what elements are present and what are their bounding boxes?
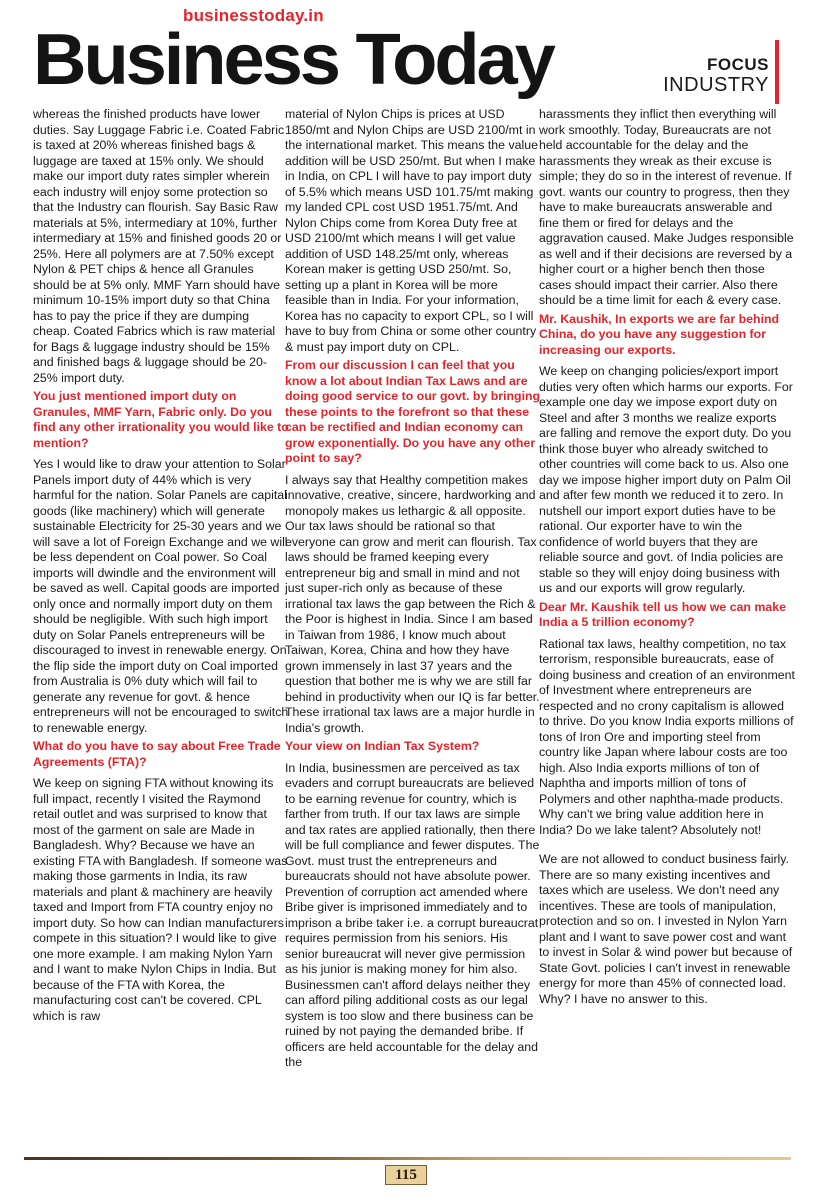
paragraph: Yes I would like to draw your attention to Solar Panels import duty of 44% which is very harmful for the nation. Solar Panels are capital goods (like machinery) which will generate sustainable Electricity for 25-30 years and we will save a lot of Foreign Exchange and we will be less dependent on Coal power. So Coal imports will dwindle and the environment will be saved as well. Capital goods are imported only once and normally import duty on them should be negligible. With such high import duty on Solar Panels entrepreneurs will be discouraged to invest in renewable energy. On the flip side the import duty on Coal imported from Australia is 0% duty which will fail to generate any revenue for govt. & hence entrepreneurs will not be encouraged to switch to renewable energy. xyxy=(33,457,289,735)
paragraph: whereas the finished products have lower duties. Say Luggage Fabric i.e. Coated Fabric is taxed at 20% whereas finished bags & luggage are taxed at 15% only. We should make our import duty rates simpler wherein each industry will enjoy some protection so that the Industry can flourish. Say Basic Raw materials at 5%, intermediary at 10%, further intermediary at 15% and finished goods 20 or 25%. Here all polymers are at 7.50% except Nylon & PET chips & hence all Granules should be at 5% only. MMF Yarn should have minimum 10-15% import duty so that China has to pay the price if they are dumping cheap. Coated Fabrics which is raw material for Bags & luggage industry should be 15% and finished bags & luggage should be 20-25% import duty. xyxy=(33,107,285,385)
site-url: businesstoday.in xyxy=(183,6,324,25)
paragraph-spacer xyxy=(539,838,795,852)
brand-logo: Business Today xyxy=(33,20,553,100)
paragraph: harassments they inflict then everything will work smoothly. Today, Bureaucrats are not held accountable for the delay and the harassments they wreak as their excuse is simple; they do so in the interest of revenue. If govt. wants our country to progress, then they have to make bureaucrats answerable and fine them or fired for delays and the aggravation caused. Make Judges responsible as well and if their decisions are reversed by a higher court or a higher bench then those cases should impact their carrier. Also there should be a time limit for each & every case. xyxy=(539,107,794,307)
question-heading: Dear Mr. Kaushik tell us how we can make India a 5 trillion economy? xyxy=(539,599,786,629)
section-label-focus: FOCUS xyxy=(707,55,769,74)
paragraph: Rational tax laws, healthy competition, no tax terrorism, responsible bureaucrats, ease of doing business and creation of an environment of Investment where entrepreneurs are respected and no crony capitalism is allowed to thrive. Do you know India exports millions of tons of Iron Ore and importing steel from country like Japan where labour costs are too high. Also India exports millions of ton of Naphtha and imports million of tons of Polymers and other naphtha-made products. Why can't we bring value addition here in India? Do we lake talent? Absolutely not! xyxy=(539,636,795,837)
masthead xyxy=(0,0,815,106)
question-heading: What do you have to say about Free Trade Agreements (FTA)? xyxy=(33,739,281,769)
article-column-2 xyxy=(285,107,541,1071)
question-heading: Your view on Indian Tax System? xyxy=(285,739,480,753)
question-heading: You just mentioned import duty on Granules, MMF Yarn, Fabric only. Do you find any other irrationality you would like to mention? xyxy=(33,389,289,450)
section-label xyxy=(663,56,769,96)
question-heading: Mr. Kaushik, In exports we are far behind China, do you have any suggestion for increasing our exports. xyxy=(539,311,780,357)
paragraph: We keep on changing policies/export import duties very often which harms our exports. For example one day we impose export duty on Steel and after 3 months we realize exports are falling and remove the export duty. Do you think those buyer who already switched to other countries will come back to us. Also one day we impose higher import duty on Palm Oil and after few month we reduced it to zero. In nutshell our import export duties have to be rational. Our exporter have to win the confidence of world buyers that they are reliable source and govt. of India policies are stable so they will enjoy doing business with us and our exports will grow regularly. xyxy=(539,364,793,595)
footer-rule xyxy=(24,1157,791,1160)
section-label-industry: INDUSTRY xyxy=(663,74,769,96)
section-accent-bar xyxy=(775,40,779,104)
paragraph: I always say that Healthy competition makes innovative, creative, sincere, hardworking and monopoly makes us lethargic & all opposite. Our tax laws should be rational so that everyone can grow and merit can flourish. Tax laws should be framed keeping every entrepreneur big and small in mind and not just super-rich only as because of these irrational tax laws the gap between the Rich & the Poor is highest in India. Since I am based in Taiwan from 1986, I know much about Taiwan, Korea, China and how they have grown immensely in last 37 years and the question that bother me is why we are still far behind in productivity when our IQ is far better. These irrational tax laws are a major hurdle in India's growth. xyxy=(285,472,540,735)
paragraph: In India, businessmen are perceived as tax evaders and corrupt bureaucrats are believed to be earning revenue for country, which is farther from truth. If our tax laws are simple and tax rates are applied rationally, then there will be full compliance and fewer disputes. The Govt. must trust the entrepreneurs and bureaucrats should not have absolute power. Prevention of corruption act amended where Bribe giver is imprisoned immediately and to imprison a bribe taker i.e. a corrupt bureaucrat requires permission from his seniors. His senior bureaucrat will never give permission as his junior is making money for him also. Businessmen can't afford delays neither they can afford piling additional costs as our legal system is too slow and there business can be ruined by not paying the demanded bribe. If officers are held accountable for the delay and the xyxy=(285,760,540,1069)
paragraph: material of Nylon Chips is prices at USD 1850/mt and Nylon Chips are USD 2100/mt in the international market. This means the value addition will be USD 250/mt. But when I make in India, on CPL I will have to pay import duty of 5.5% which means USD 101.75/mt making my landed CPL cost USD 1951.75/mt. And Nylon Chips come from Korea Duty free at USD 2100/mt which means I will get value addition of USD 148.25/mt only, whereas Korean maker is getting USD 250/mt. So, setting up a plant in Korea will be more feasible than in India. For your information, Korea has no capacity to export CPL, so I will have to buy from China or some other country & must pay import duty on CPL. xyxy=(285,107,538,354)
page-number: 115 xyxy=(385,1165,427,1185)
article-column-1 xyxy=(33,107,289,1024)
question-heading: From our discussion I can feel that you know a lot about Indian Tax Laws and are doing good service to our govt. by bringing these points to the forefront so that these can be rectified and Indian economy can grow exponentially. Do you have any other point to say? xyxy=(285,358,541,465)
article-column-3 xyxy=(539,107,795,1007)
paragraph: We keep on signing FTA without knowing its full impact, recently I visited the Raymond retail outlet and was surprised to know that most of the garment on sale are Made in Bangladesh. Why? Because we have an existing FTA with Bangladesh. If someone was making those garments in India, its raw materials and plant & machinery are heavily taxed and Import from FTA country enjoy no import duty. So how can Indian manufacturers compete in this situation? I would like to give one more example. I am making Nylon Yarn and I want to make Nylon Chips in India. But because of the FTA with Korea, the manufacturing cost can't be covered. CPL which is raw xyxy=(33,776,288,1023)
paragraph: We are not allowed to conduct business fairly. There are so many existing incentives and taxes which are useless. We don't need any incentives. These are tools of manipulation, protection and so on. I invested in Nylon Yarn plant and I want to save power cost and want to invest in Solar & wind power but because of State Govt. policies I can't invest in renewable energy for more than 45% of connected load. Why? I have no answer to this. xyxy=(539,852,793,1006)
